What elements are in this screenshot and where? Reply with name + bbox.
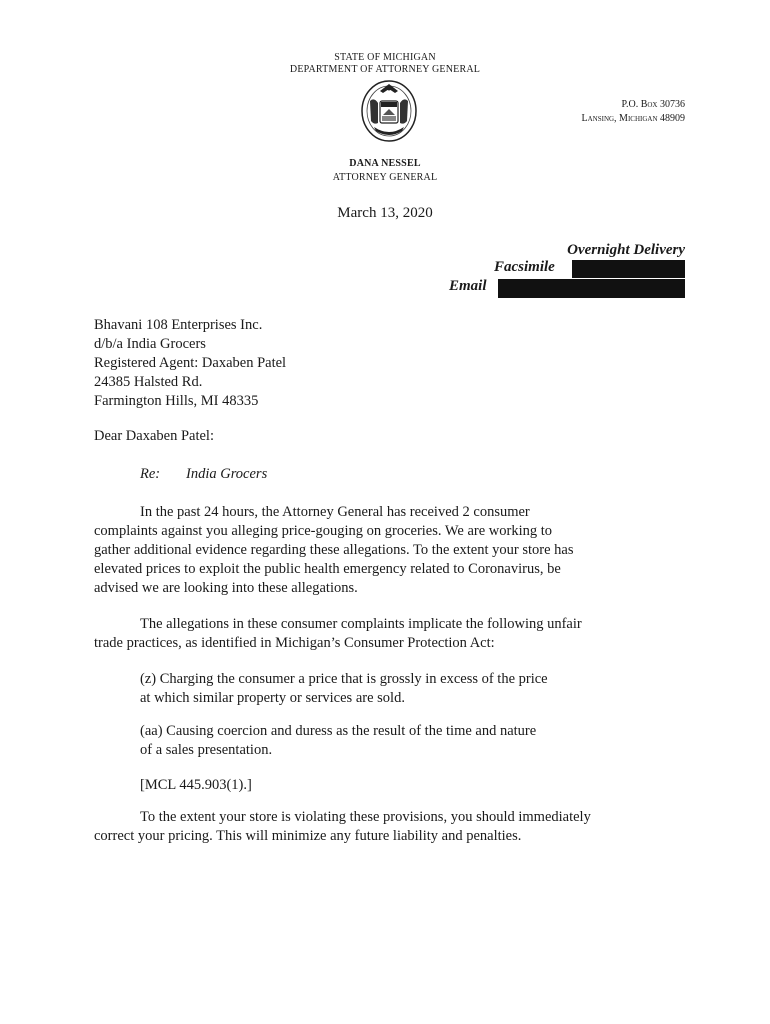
delivery-email: Email bbox=[449, 278, 487, 294]
recipient-line: Farmington Hills, MI 48335 bbox=[94, 393, 259, 409]
text-line: complaints against you alleging price-gouging on groceries. We are working to bbox=[94, 523, 553, 539]
redaction-bar bbox=[498, 279, 685, 298]
text-line: The allegations in these consumer complaints implicate the following unfair bbox=[140, 616, 582, 632]
recipient-address bbox=[94, 316, 286, 411]
clause-aa bbox=[140, 722, 660, 760]
clause-z bbox=[140, 670, 660, 708]
text-line: at which similar property or services are sold. bbox=[140, 690, 405, 706]
letterhead-state: STATE OF MICHIGAN bbox=[334, 52, 436, 63]
text-line: To the extent your store is violating these provisions, you should immediately bbox=[140, 809, 591, 825]
delivery-overnight: Overnight Delivery bbox=[567, 242, 685, 258]
text-line: (z) Charging the consumer a price that is grossly in excess of the price bbox=[140, 671, 548, 687]
recipient-line: Registered Agent: Daxaben Patel bbox=[94, 355, 287, 371]
text-line: gather additional evidence regarding these allegations. To the extent your store has bbox=[94, 542, 574, 558]
delivery-facsimile: Facsimile bbox=[494, 259, 555, 275]
recipient-line: 24385 Halsted Rd. bbox=[94, 374, 203, 390]
state-seal-logo bbox=[360, 79, 418, 143]
redaction-bar bbox=[572, 260, 685, 278]
paragraph-3 bbox=[94, 808, 694, 846]
text-line: elevated prices to exploit the public health emergency related to Coronavirus, be bbox=[94, 561, 561, 577]
text-line: trade practices, as identified in Michigan’s Consumer Protection Act: bbox=[94, 635, 495, 651]
recipient-line: Bhavani 108 Enterprises Inc. bbox=[94, 317, 263, 333]
paragraph-2 bbox=[94, 615, 694, 653]
re-label: Re: bbox=[140, 466, 161, 482]
re-subject: India Grocers bbox=[186, 466, 268, 482]
po-city: Lansing, Michigan 48909 bbox=[581, 113, 685, 124]
text-line: of a sales presentation. bbox=[140, 742, 273, 758]
salutation: Dear Daxaben Patel: bbox=[94, 428, 214, 444]
statute-citation: [MCL 445.903(1).] bbox=[140, 777, 252, 793]
po-box: P.O. Box 30736 bbox=[621, 99, 685, 110]
text-line: In the past 24 hours, the Attorney General has received 2 consumer bbox=[140, 504, 530, 520]
text-line: (aa) Causing coercion and duress as the result of the time and nature bbox=[140, 723, 537, 739]
text-line: advised we are looking into these allegations. bbox=[94, 580, 358, 596]
ag-name: DANA NESSEL bbox=[349, 158, 421, 169]
letter-date: March 13, 2020 bbox=[337, 205, 433, 221]
letterhead-department: DEPARTMENT OF ATTORNEY GENERAL bbox=[289, 64, 481, 75]
ag-title: ATTORNEY GENERAL bbox=[332, 172, 438, 183]
paragraph-1 bbox=[94, 503, 694, 598]
recipient-line: d/b/a India Grocers bbox=[94, 336, 206, 352]
text-line: correct your pricing. This will minimize any future liability and penalties. bbox=[94, 828, 522, 844]
